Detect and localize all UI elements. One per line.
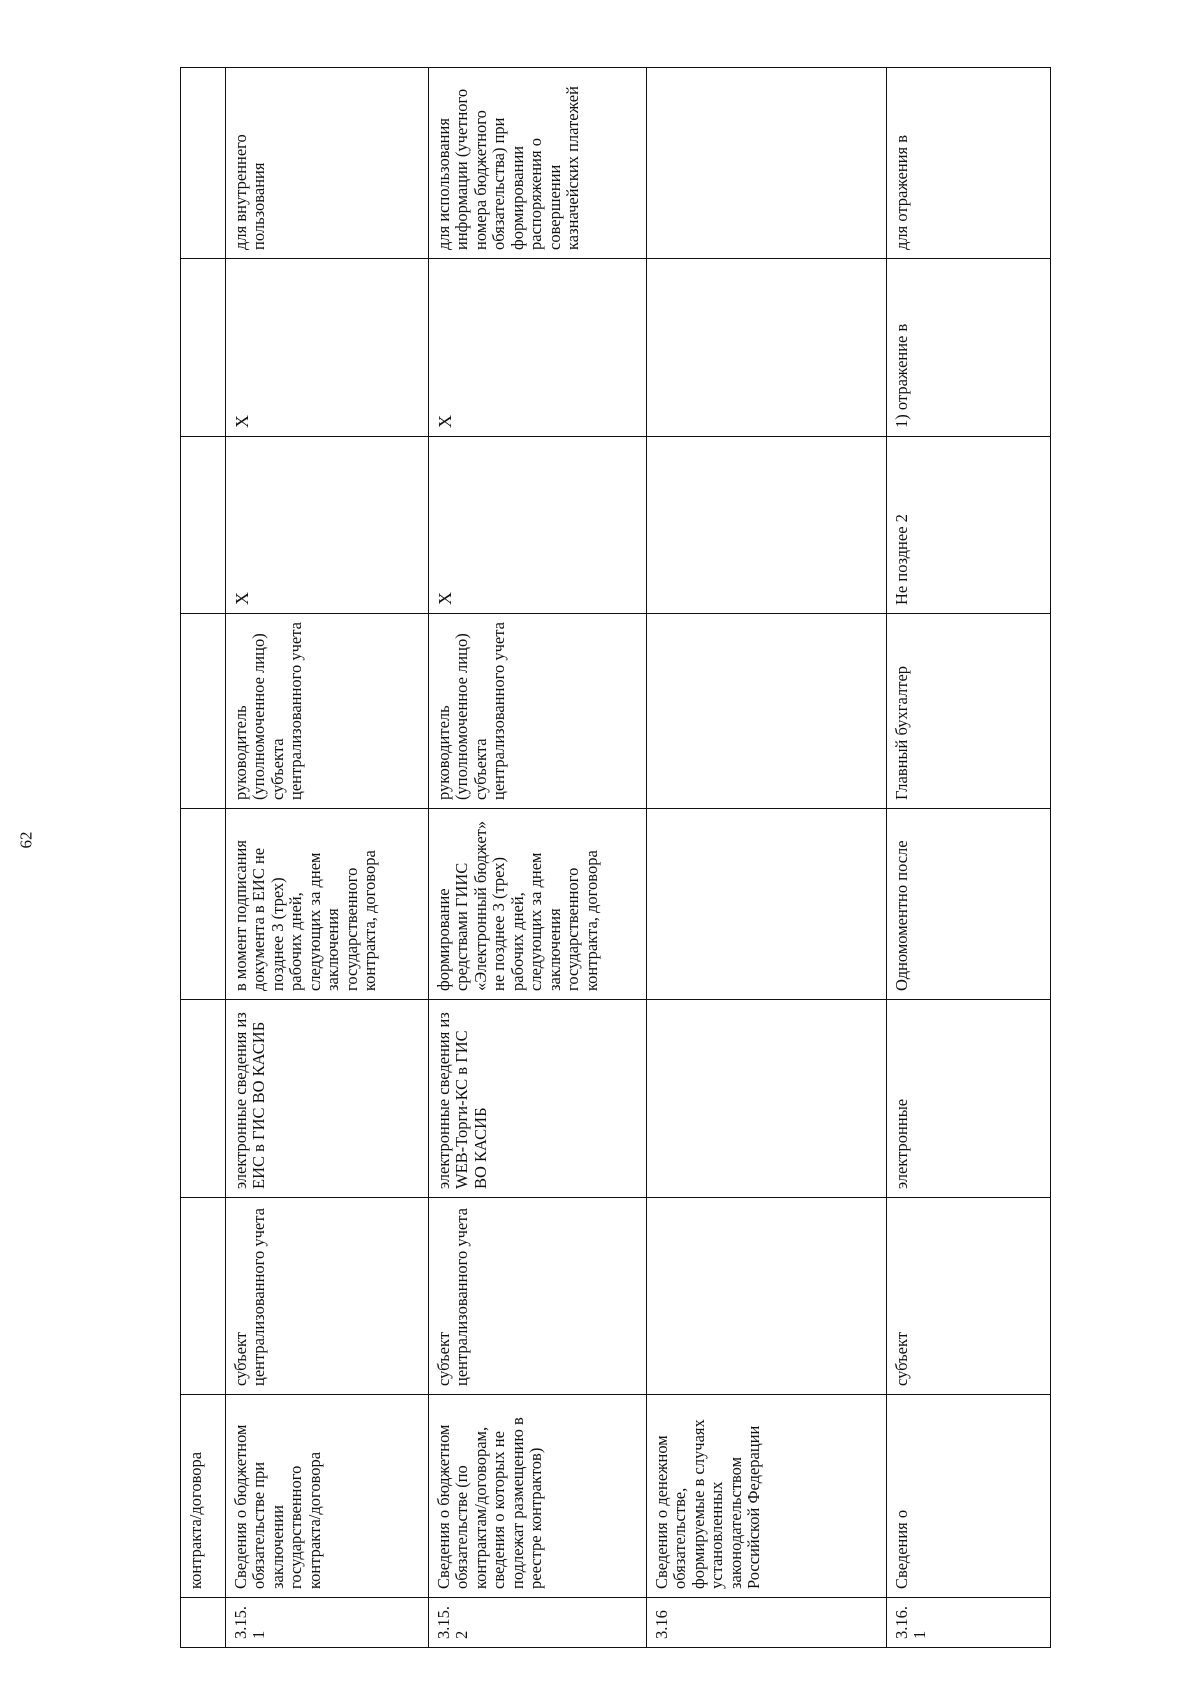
cell-deadline: Не позднее 2 [887,437,1051,614]
table-row [181,68,226,1648]
cell-form [181,1000,226,1198]
cell-responsible: руководитель (уполномоченное лицо) субъекта централизованного учета [226,614,429,809]
cell-timing: формирование средствами ГИИС «Электронный бюджет» не позднее 3 (трех) рабочих дней, следующих за днем заключения государственного контракта, договора [429,809,647,1000]
table-row [647,68,887,1648]
document-table [180,67,1051,1648]
cell-subject: субъект централизованного учета [429,1198,647,1395]
table-row [887,68,1051,1648]
cell-number: 3.16 [647,1598,887,1648]
cell-form [647,1000,887,1198]
cell-name: Сведения о бюджетном обязательстве (по контрактам/договорам, сведения о которых не подлежат размещению в реестре контрактов) [429,1395,647,1598]
cell-number: 3.15.1 [226,1598,429,1648]
cell-name: контракта/договора [181,1395,226,1598]
cell-timing [647,809,887,1000]
cell-timing: в момент подписания документа в ЕИС не позднее 3 (трех) рабочих дней, следующих за днем заключения государственного контракта, договора [226,809,429,1000]
cell-form: электронные сведения из WEB-Торги-КС в ГИС ВО КАСИБ [429,1000,647,1198]
cell-purpose: для внутреннего пользования [226,68,429,259]
cell-reflection: Х [429,259,647,437]
table-row [226,68,429,1648]
cell-deadline [647,437,887,614]
cell-deadline [181,437,226,614]
cell-subject: субъект [887,1198,1051,1395]
page-number: 62 [16,831,36,849]
cell-name: Сведения о бюджетном обязательстве при заключении государственного контракта/договора [226,1395,429,1598]
cell-subject [647,1198,887,1395]
cell-responsible: руководитель (уполномоченное лицо) субъекта централизованного учета [429,614,647,809]
cell-number: 3.15.2 [429,1598,647,1648]
cell-reflection: 1) отражение в [887,259,1051,437]
cell-deadline: Х [226,437,429,614]
cell-timing: Одномоментно после [887,809,1051,1000]
cell-purpose [181,68,226,259]
table-row [429,68,647,1648]
cell-purpose [647,68,887,259]
cell-form: электронные сведения из ЕИС в ГИС ВО КАСИБ [226,1000,429,1198]
cell-subject [181,1198,226,1395]
cell-deadline: Х [429,437,647,614]
cell-name: Сведения о денежном обязательстве, формируемые в случаях установленных законодательством Российской Федерации [647,1395,887,1598]
cell-timing [181,809,226,1000]
cell-reflection [181,259,226,437]
cell-number [181,1598,226,1648]
cell-name: Сведения о [887,1395,1051,1598]
cell-purpose: для использования информации (учетного номера бюджетного обязательства) при формировании распоряжения о совершении казначейских платежей [429,68,647,259]
cell-form: электронные [887,1000,1051,1198]
cell-responsible [647,614,887,809]
cell-subject: субъект централизованного учета [226,1198,429,1395]
rotated-table-container [180,68,1050,1648]
cell-reflection: Х [226,259,429,437]
cell-number: 3.16.1 [887,1598,1051,1648]
cell-responsible: Главный бухгалтер [887,614,1051,809]
cell-responsible [181,614,226,809]
cell-reflection [647,259,887,437]
cell-purpose: для отражения в [887,68,1051,259]
